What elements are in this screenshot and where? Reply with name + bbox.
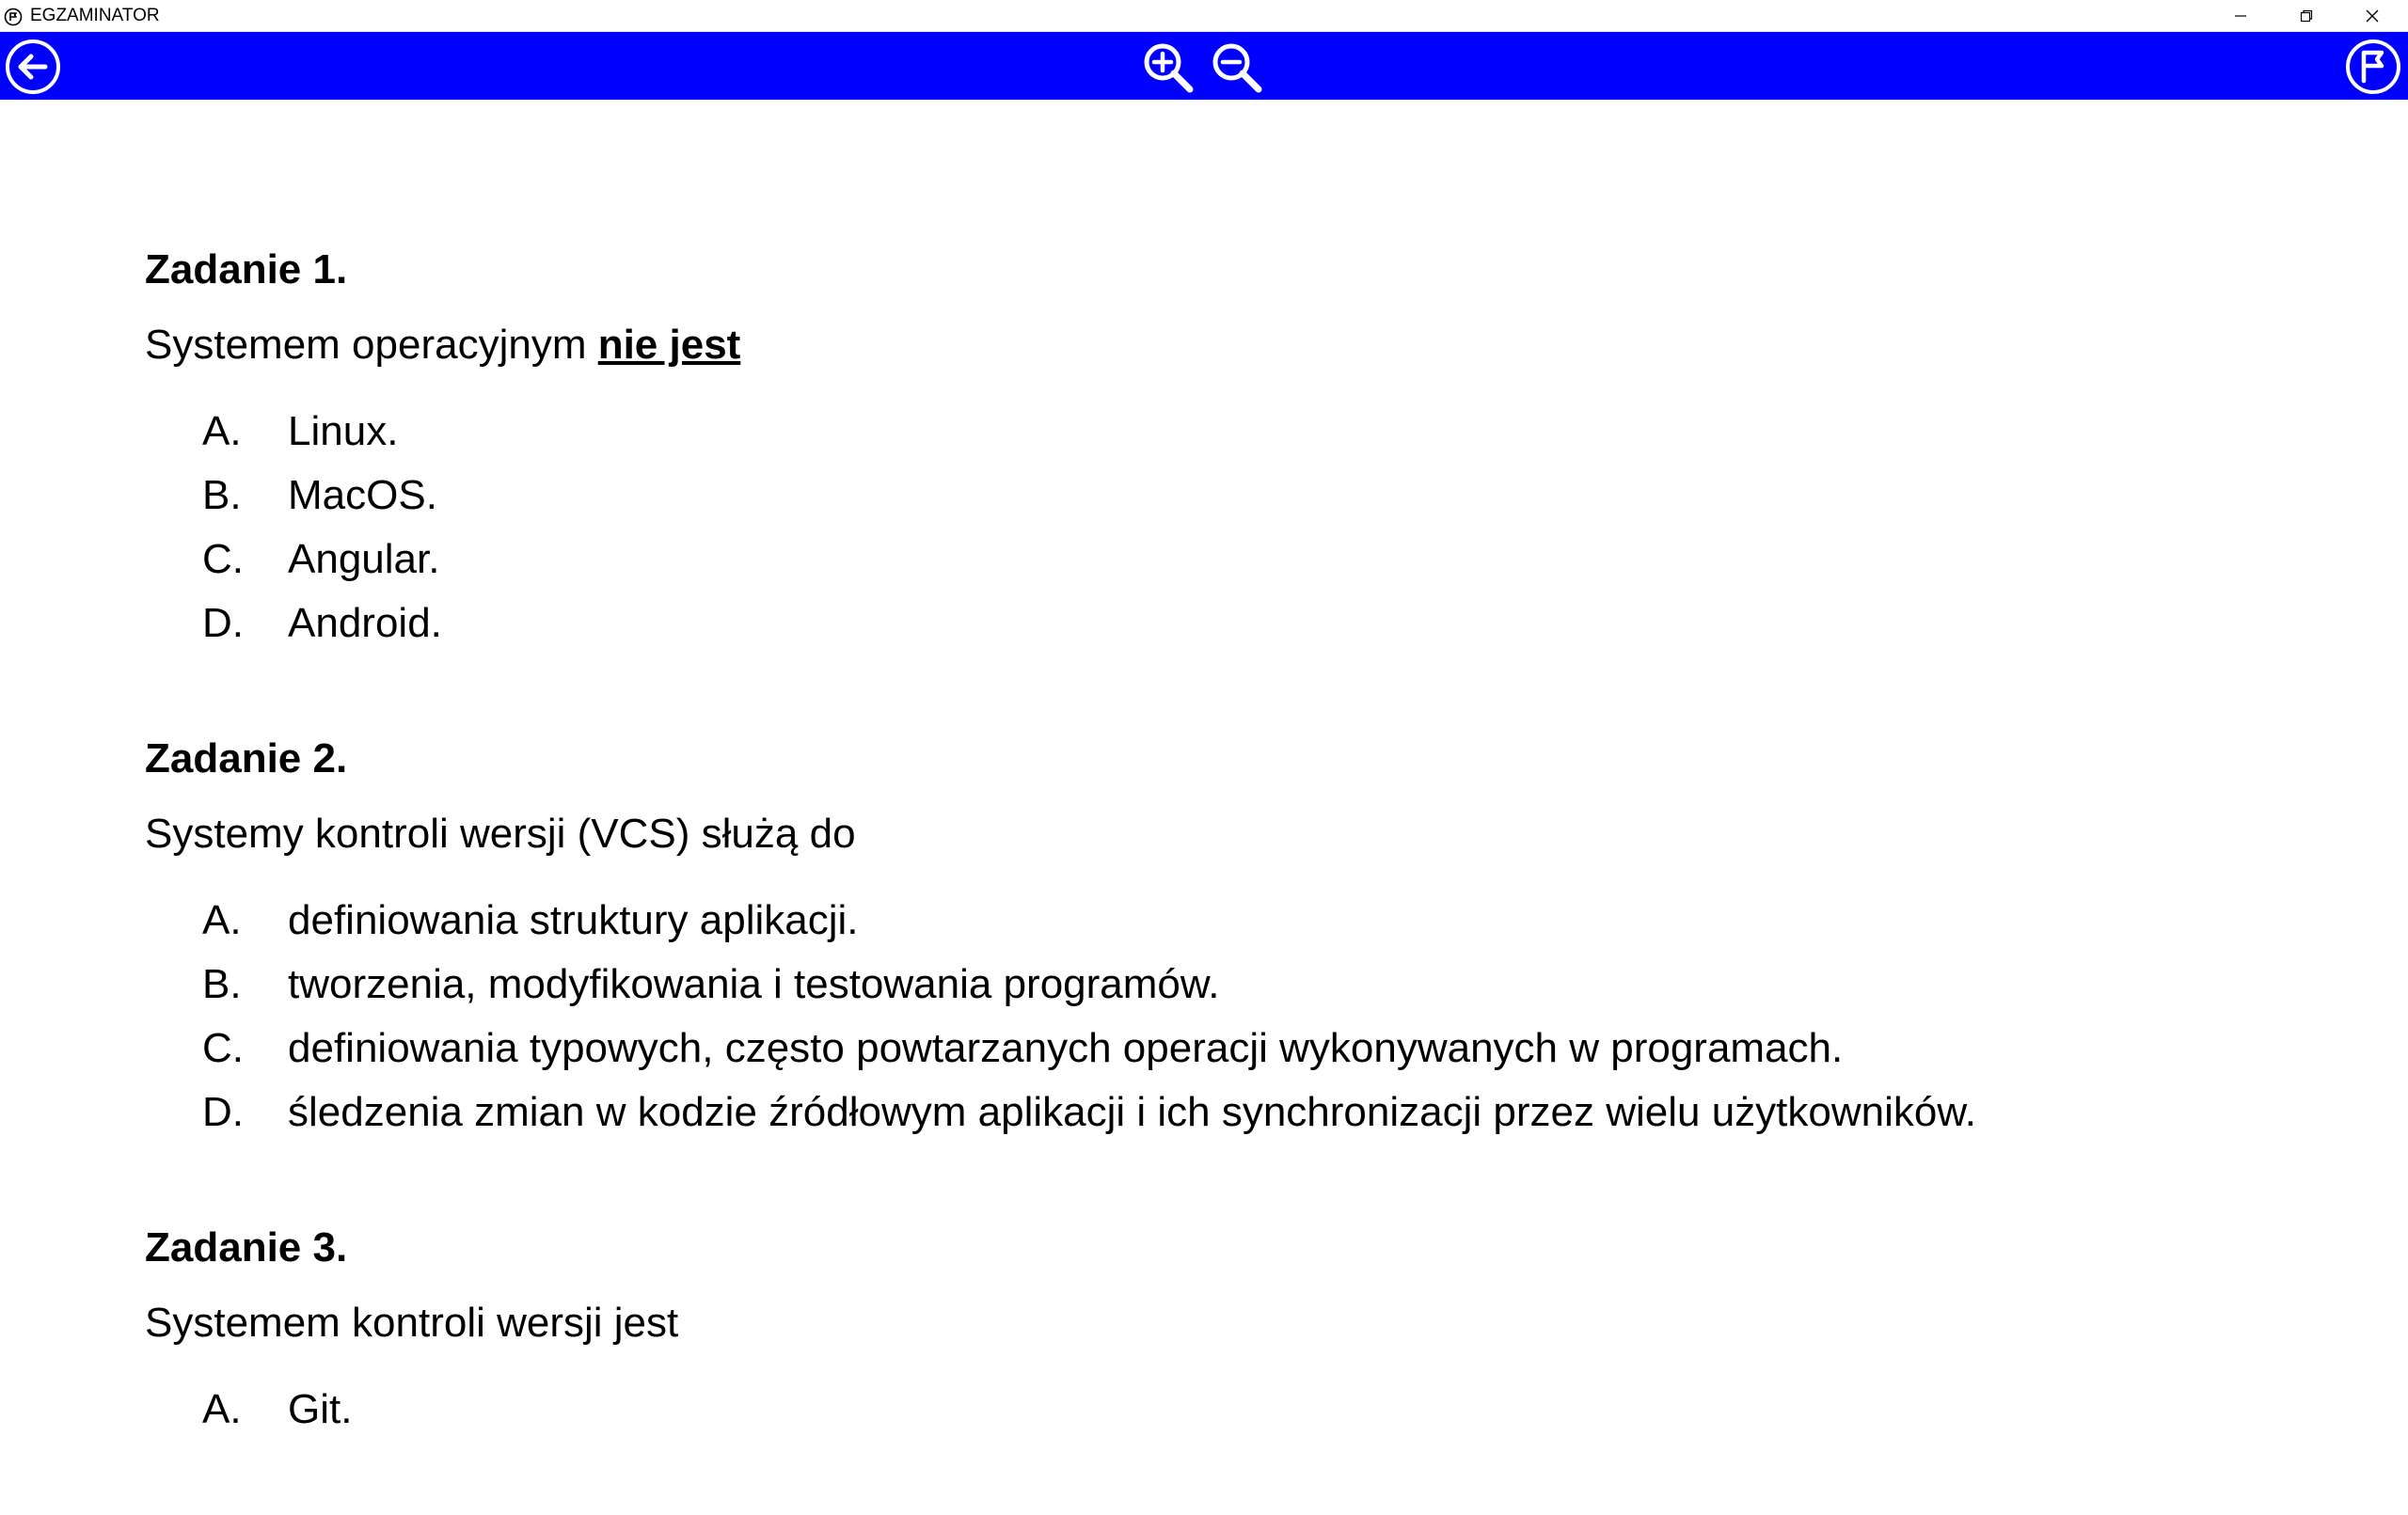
restore-button[interactable] <box>2274 0 2338 32</box>
answer-option-a[interactable] <box>145 889 2308 953</box>
zoom-in-icon <box>1138 38 1196 96</box>
task-heading: Zadanie 1. <box>145 246 348 292</box>
zoom-in-button[interactable] <box>1138 38 1196 96</box>
answer-letter: B. <box>202 472 242 518</box>
answer-list <box>145 889 2308 1144</box>
question-text: Systemy kontroli wersji (VCS) służą do <box>145 811 856 857</box>
restore-icon <box>2299 8 2314 24</box>
window-title: EGZAMINATOR <box>30 6 160 25</box>
app-logo-icon <box>4 8 23 26</box>
answer-option-a[interactable] <box>145 400 2308 464</box>
close-button[interactable] <box>2340 0 2404 32</box>
answer-text: śledzenia zmian w kodzie źródłowym aplikacji i ich synchronizacji przez wielu użytkowników. <box>288 1089 1976 1135</box>
answer-letter: D. <box>202 1089 244 1135</box>
answer-letter: C. <box>202 536 244 582</box>
answer-letter: C. <box>202 1025 244 1071</box>
close-icon <box>2365 8 2380 24</box>
minimize-icon <box>2233 8 2248 24</box>
task-question <box>145 804 2308 864</box>
answer-option-c[interactable] <box>145 528 2308 592</box>
answer-option-b[interactable] <box>145 953 2308 1017</box>
exam-content <box>145 240 2308 1515</box>
answer-text: definiowania struktury aplikacji. <box>288 897 859 943</box>
question-emphasis: nie jest <box>597 322 741 368</box>
toolbar <box>0 32 2408 100</box>
answer-text: definiowania typowych, często powtarzanych operacji wykonywanych w programach. <box>288 1025 1844 1071</box>
answer-option-b[interactable] <box>145 464 2308 528</box>
task-1 <box>145 240 2308 655</box>
task-question <box>145 315 2308 375</box>
back-button[interactable] <box>4 38 62 96</box>
task-heading: Zadanie 3. <box>145 1224 348 1270</box>
answer-list <box>145 1378 2308 1442</box>
answer-letter: A. <box>202 408 242 454</box>
zoom-out-button[interactable] <box>1207 38 1265 96</box>
task-heading: Zadanie 2. <box>145 735 348 781</box>
finish-flag-icon <box>2344 38 2402 96</box>
task-3 <box>145 1218 2308 1442</box>
task-2 <box>145 729 2308 1144</box>
answer-option-a[interactable] <box>145 1378 2308 1442</box>
answer-option-d[interactable] <box>145 1081 2308 1144</box>
answer-text: tworzenia, modyfikowania i testowania programów. <box>288 961 1220 1007</box>
answer-text: Angular. <box>288 536 440 582</box>
answer-option-d[interactable] <box>145 592 2308 655</box>
back-arrow-icon <box>4 38 62 96</box>
answer-text: Git. <box>288 1386 353 1432</box>
question-text: Systemem kontroli wersji jest <box>145 1300 679 1346</box>
answer-letter: D. <box>202 600 244 646</box>
answer-text: Linux. <box>288 408 399 454</box>
title-bar <box>0 0 2408 32</box>
zoom-out-icon <box>1207 38 1265 96</box>
minimize-button[interactable] <box>2209 0 2273 32</box>
question-text: Systemem operacyjnym <box>145 322 598 368</box>
finish-button[interactable] <box>2344 38 2402 96</box>
answer-text: MacOS. <box>288 472 437 518</box>
answer-letter: A. <box>202 897 242 943</box>
answer-letter: B. <box>202 961 242 1007</box>
answer-text: Android. <box>288 600 442 646</box>
answer-letter: A. <box>202 1386 242 1432</box>
answer-option-c[interactable] <box>145 1017 2308 1081</box>
task-question <box>145 1293 2308 1353</box>
answer-list <box>145 400 2308 655</box>
